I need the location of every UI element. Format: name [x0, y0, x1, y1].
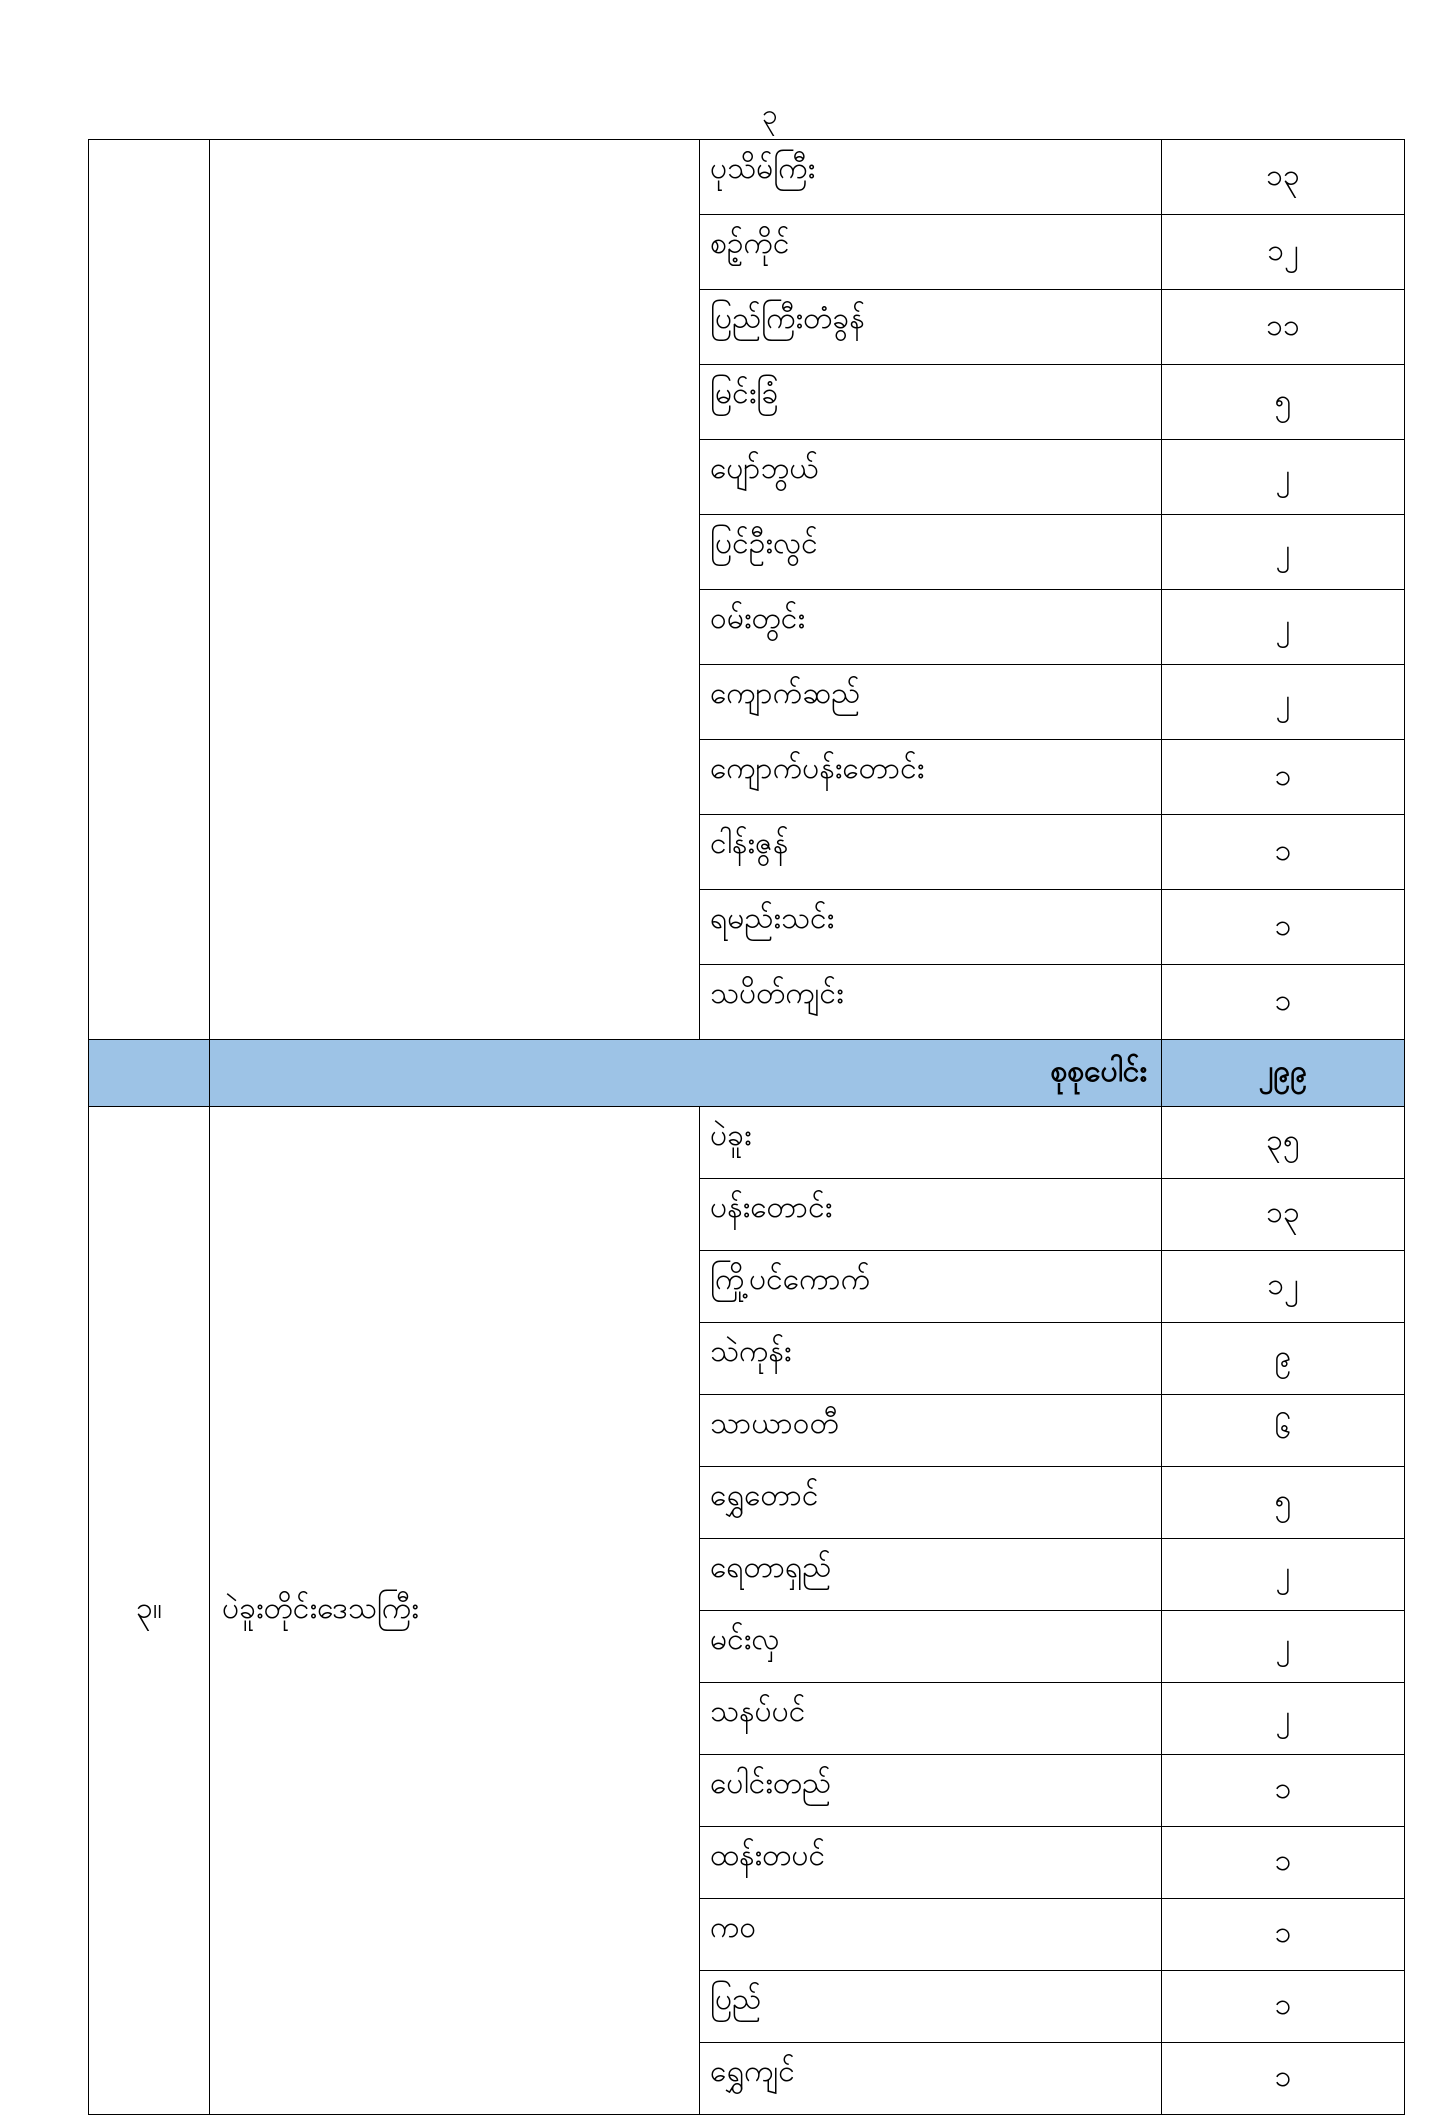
township-name: ပုသိမ်ကြီး [700, 140, 1162, 215]
township-name: ပန်းတောင်း [700, 1179, 1162, 1251]
township-name: စဉ့်ကိုင် [700, 215, 1162, 290]
table-row [89, 1107, 1405, 1179]
township-count: ၁၂ [1162, 1251, 1405, 1323]
township-count: ၁ [1162, 815, 1405, 890]
township-count: ၁၃ [1162, 1179, 1405, 1251]
township-name: ထန်းတပင် [700, 1827, 1162, 1899]
township-name: ကျောက်ဆည် [700, 665, 1162, 740]
township-name: ဝမ်းတွင်း [700, 590, 1162, 665]
township-name: မြင်းခြံ [700, 365, 1162, 440]
township-name: ကဝ [700, 1899, 1162, 1971]
township-count: ၂ [1162, 515, 1405, 590]
section_a-region-cell [210, 140, 700, 1040]
township-name: ပေါင်းတည် [700, 1755, 1162, 1827]
township-count: ၂ [1162, 590, 1405, 665]
total-no-cell [89, 1040, 210, 1107]
township-count: ၃၅ [1162, 1107, 1405, 1179]
township-count: ၁၃ [1162, 140, 1405, 215]
total-row [89, 1040, 1405, 1107]
township-name: ကြို့ပင်ကောက် [700, 1251, 1162, 1323]
township-count: ၅ [1162, 365, 1405, 440]
township-count: ၁ [1162, 740, 1405, 815]
township-count: ၂ [1162, 440, 1405, 515]
township-count: ၁ [1162, 1899, 1405, 1971]
table-row [89, 140, 1405, 215]
section_b-region-cell: ပဲခူးတိုင်းဒေသကြီး [210, 1107, 700, 2115]
township-name: ရေတာရှည် [700, 1539, 1162, 1611]
section_a-number-cell [89, 140, 210, 1040]
township-name: ရွှေကျင် [700, 2043, 1162, 2115]
township-count: ၁ [1162, 1827, 1405, 1899]
section-a-rows [89, 140, 1405, 1040]
township-count: ၂ [1162, 1683, 1405, 1755]
township-count: ၂ [1162, 1539, 1405, 1611]
township-count-table [88, 139, 1405, 2115]
total-value: ၂၉၉ [1162, 1040, 1405, 1107]
page-number: ၃ [762, 98, 778, 131]
section-b-rows [89, 1107, 1405, 2115]
township-name: ကျောက်ပန်းတောင်း [700, 740, 1162, 815]
total-row-group [89, 1040, 1405, 1107]
township-count: ၁၂ [1162, 215, 1405, 290]
section_b-number-cell: ၃။ [89, 1107, 210, 2115]
township-name: သာယာဝတီ [700, 1395, 1162, 1467]
township-name: သဲကုန်း [700, 1323, 1162, 1395]
township-name: ပဲခူး [700, 1107, 1162, 1179]
township-count: ၁၁ [1162, 290, 1405, 365]
township-count: ၁ [1162, 965, 1405, 1040]
township-count: ၂ [1162, 665, 1405, 740]
township-name: ရွှေတောင် [700, 1467, 1162, 1539]
township-name: ငါန်းဇွန် [700, 815, 1162, 890]
township-count: ၁ [1162, 1755, 1405, 1827]
township-count: ၅ [1162, 1467, 1405, 1539]
township-name: သနပ်ပင် [700, 1683, 1162, 1755]
township-count: ၆ [1162, 1395, 1405, 1467]
township-count: ၉ [1162, 1323, 1405, 1395]
township-name: ရမည်းသင်း [700, 890, 1162, 965]
township-count: ၁ [1162, 1971, 1405, 2043]
township-name: ပြင်ဦးလွင် [700, 515, 1162, 590]
township-count: ၁ [1162, 2043, 1405, 2115]
township-name: ပြည် [700, 1971, 1162, 2043]
township-name: ပျော်ဘွယ် [700, 440, 1162, 515]
township-name: သပိတ်ကျင်း [700, 965, 1162, 1040]
township-name: ပြည်ကြီးတံခွန် [700, 290, 1162, 365]
township-name: မင်းလှ [700, 1611, 1162, 1683]
total-label: စုစုပေါင်း [210, 1040, 1162, 1107]
township-count: ၁ [1162, 890, 1405, 965]
township-count: ၂ [1162, 1611, 1405, 1683]
